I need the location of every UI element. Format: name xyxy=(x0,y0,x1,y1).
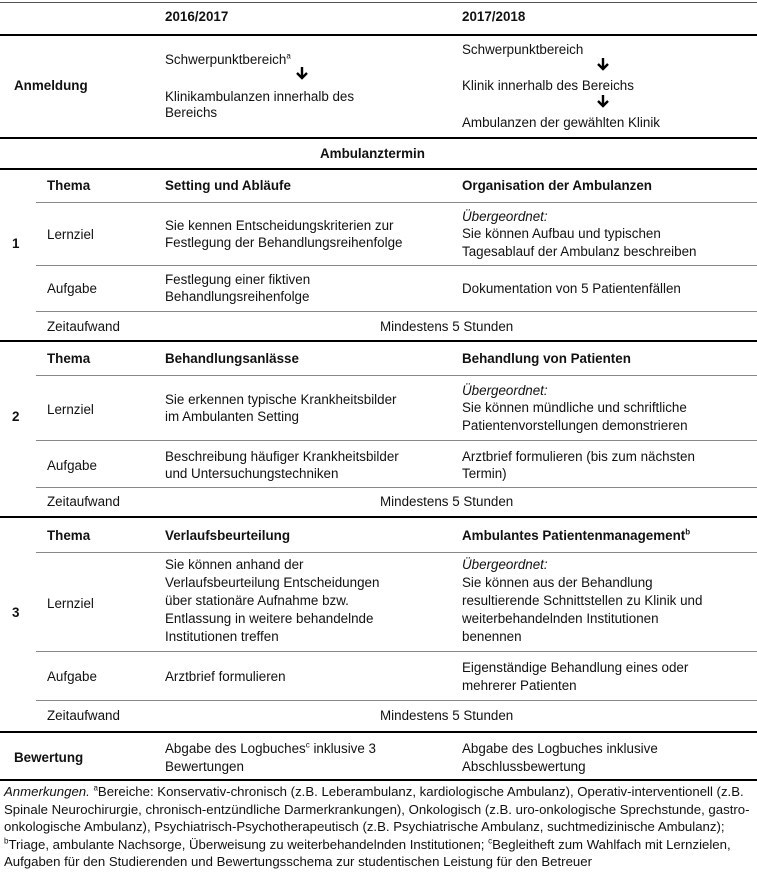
thema-label: Thema xyxy=(47,528,91,543)
bewertung-label: Bewertung xyxy=(14,750,84,765)
bewertung-left-2: Bewertungen xyxy=(165,759,244,774)
zeitaufwand-value: Mindestens 5 Stunden xyxy=(380,319,514,334)
zeitaufwand-value: Mindestens 5 Stunden xyxy=(380,708,514,723)
anmeldung-right-2: Klinik innerhalb des Bereichs xyxy=(462,78,634,93)
block1-aufgabe-right-1: Dokumentation von 5 Patientenfällen xyxy=(462,281,681,296)
anmeldung-right-3: Ambulanzen der gewählten Klinik xyxy=(462,115,661,130)
rule xyxy=(0,137,757,139)
uebergeordnet-label: Übergeordnet: xyxy=(462,557,548,572)
block1-thema-left: Setting und Abläufe xyxy=(165,178,291,193)
bottom-rule xyxy=(0,779,757,781)
block3-lernziel-left-1: Sie können anhand der xyxy=(165,557,304,572)
block3-aufgabe-right-1: Eigenständige Behandlung eines oder xyxy=(462,660,689,675)
bewertung-left-1: Abgabe des Logbuches$^c$ inklusive 3 xyxy=(165,740,376,756)
rule xyxy=(36,202,757,203)
uebergeordnet-label: Übergeordnet: xyxy=(462,383,548,398)
block2-lernziel-left-2: im Ambulanten Setting xyxy=(165,409,299,424)
arrow-down-icon xyxy=(295,66,309,80)
bewertung-right-1: Abgabe des Logbuches inklusive xyxy=(462,741,658,756)
block1-lernziel-right-1: Sie können Aufbau und typischen xyxy=(462,226,661,241)
block1-aufgabe-left-2: Behandlungsreihenfolge xyxy=(165,289,310,304)
rule xyxy=(0,516,757,518)
block1-lernziel-left-2: Festlegung der Behandlungsreihenfolge xyxy=(165,235,403,250)
block2-aufgabe-right-1: Arztbrief formulieren (bis zum nächsten xyxy=(462,449,695,464)
anmeldung-label: Anmeldung xyxy=(14,78,88,93)
block2-aufgabe-right-2: Termin) xyxy=(462,466,507,481)
table-notes: Anmerkungen. $^a$Bereiche: Konservativ-chronisch (z.B. Leberambulanz, kardiologische Ambulanz), Operativ-interventionell (z.B. Spinale Neurochirurgie, chronisch-entzündliche Darmerkrankungen), Onkologisch (z.B. uro-onkologische Sprechstunde, gastro-onkologische Ambulanz), Psychiatrisch-Psychotherapeutisch (z.B. Psychiatrische Ambulanz, suchtmedizinische Ambulanz); $^b$Triage, ambulante Nachsorge, Überweisung zu weiterbehandelnden Institutionen; $^c$Begleitheft zum Wahlfach mit Lernzielen, Aufgaben für den Studierenden und Bewertungsschema zur studentischen Leistung für den Betreuer xyxy=(4,783,750,870)
block3-lernziel-right-2: resultierende Schnittstellen zu Klinik und xyxy=(462,593,703,608)
block1-aufgabe-left-1: Festlegung einer fiktiven xyxy=(165,272,311,287)
rule xyxy=(36,375,757,376)
block2-aufgabe-left-1: Beschreibung häufiger Krankheitsbilder xyxy=(165,449,399,464)
zeitaufwand-value: Mindestens 5 Stunden xyxy=(380,494,514,509)
anmeldung-right-1: Schwerpunktbereich xyxy=(462,42,584,57)
block3-lernziel-left-4: Entlassung in weitere behandelnde xyxy=(165,611,374,626)
rule xyxy=(36,311,757,312)
block1-lernziel-left-1: Sie kennen Entscheidungskriterien zur xyxy=(165,218,394,233)
block3-aufgabe-right-2: mehrerer Patienten xyxy=(462,678,577,693)
block2-thema-left: Behandlungsanlässe xyxy=(165,351,299,366)
lernziel-label: Lernziel xyxy=(47,227,94,242)
arrow-down-icon xyxy=(596,94,610,108)
rule xyxy=(0,168,757,170)
block3-aufgabe-left-1: Arztbrief formulieren xyxy=(165,669,286,684)
anmeldung-left-1: Schwerpunktbereich$^a$ xyxy=(165,51,291,67)
block3-lernziel-left-2: Verlaufsbeurteilung Entscheidungen xyxy=(165,575,380,590)
thema-label: Thema xyxy=(47,178,91,193)
block3-thema-left: Verlaufsbeurteilung xyxy=(165,528,291,543)
rule xyxy=(36,440,757,441)
thema-label: Thema xyxy=(47,351,91,366)
arrow-down-icon xyxy=(596,57,610,71)
header-2017: 2017/2018 xyxy=(462,9,526,24)
block2-thema-right: Behandlung von Patienten xyxy=(462,351,631,366)
lernziel-label: Lernziel xyxy=(47,402,94,417)
block1-thema-right: Organisation der Ambulanzen xyxy=(462,178,652,193)
rule xyxy=(0,340,757,342)
block3-lernziel-left-5: Institutionen treffen xyxy=(165,629,279,644)
block2-aufgabe-left-2: und Untersuchungstechniken xyxy=(165,466,339,481)
anmeldung-left-2: Klinikambulanzen innerhalb des xyxy=(165,89,355,104)
anmeldung-left-3: Bereichs xyxy=(165,105,218,120)
block1-lernziel-right-2: Tagesablauf der Ambulanz beschreiben xyxy=(462,244,697,259)
aufgabe-label: Aufgabe xyxy=(47,669,97,684)
rule xyxy=(0,731,757,733)
block3-number: 3 xyxy=(12,605,20,620)
bewertung-right-2: Abschlussbewertung xyxy=(462,759,586,774)
zeitaufwand-label: Zeitaufwand xyxy=(47,319,120,334)
block2-number: 2 xyxy=(12,409,20,424)
rule xyxy=(36,265,757,266)
rule xyxy=(36,700,757,701)
block3-lernziel-right-4: benennen xyxy=(462,629,522,644)
block2-lernziel-right-1: Sie können mündliche und schriftliche xyxy=(462,400,687,415)
aufgabe-label: Aufgabe xyxy=(47,281,97,296)
aufgabe-label: Aufgabe xyxy=(47,458,97,473)
block3-lernziel-right-1: Sie können aus der Behandlung xyxy=(462,575,653,590)
rule xyxy=(36,552,757,553)
block2-lernziel-left-1: Sie erkennen typische Krankheitsbilder xyxy=(165,392,397,407)
top-rule xyxy=(0,2,757,3)
uebergeordnet-label: Übergeordnet: xyxy=(462,209,548,224)
header-2016: 2016/2017 xyxy=(165,9,229,24)
zeitaufwand-label: Zeitaufwand xyxy=(47,708,120,723)
block3-lernziel-left-3: über stationäre Aufnahme bzw. xyxy=(165,593,349,608)
ambulanztermin-heading: Ambulanztermin xyxy=(320,146,425,161)
rule xyxy=(36,487,757,488)
block2-lernziel-right-2: Patientenvorstellungen demonstrieren xyxy=(462,418,688,433)
header-rule xyxy=(0,34,757,36)
block1-number: 1 xyxy=(12,236,20,251)
lernziel-label: Lernziel xyxy=(47,596,94,611)
rule xyxy=(36,651,757,652)
block3-thema-right: Ambulantes Patientenmanagement$^b$ xyxy=(462,527,691,543)
block3-lernziel-right-3: weiterbehandelnden Institutionen xyxy=(462,611,659,626)
zeitaufwand-label: Zeitaufwand xyxy=(47,494,120,509)
